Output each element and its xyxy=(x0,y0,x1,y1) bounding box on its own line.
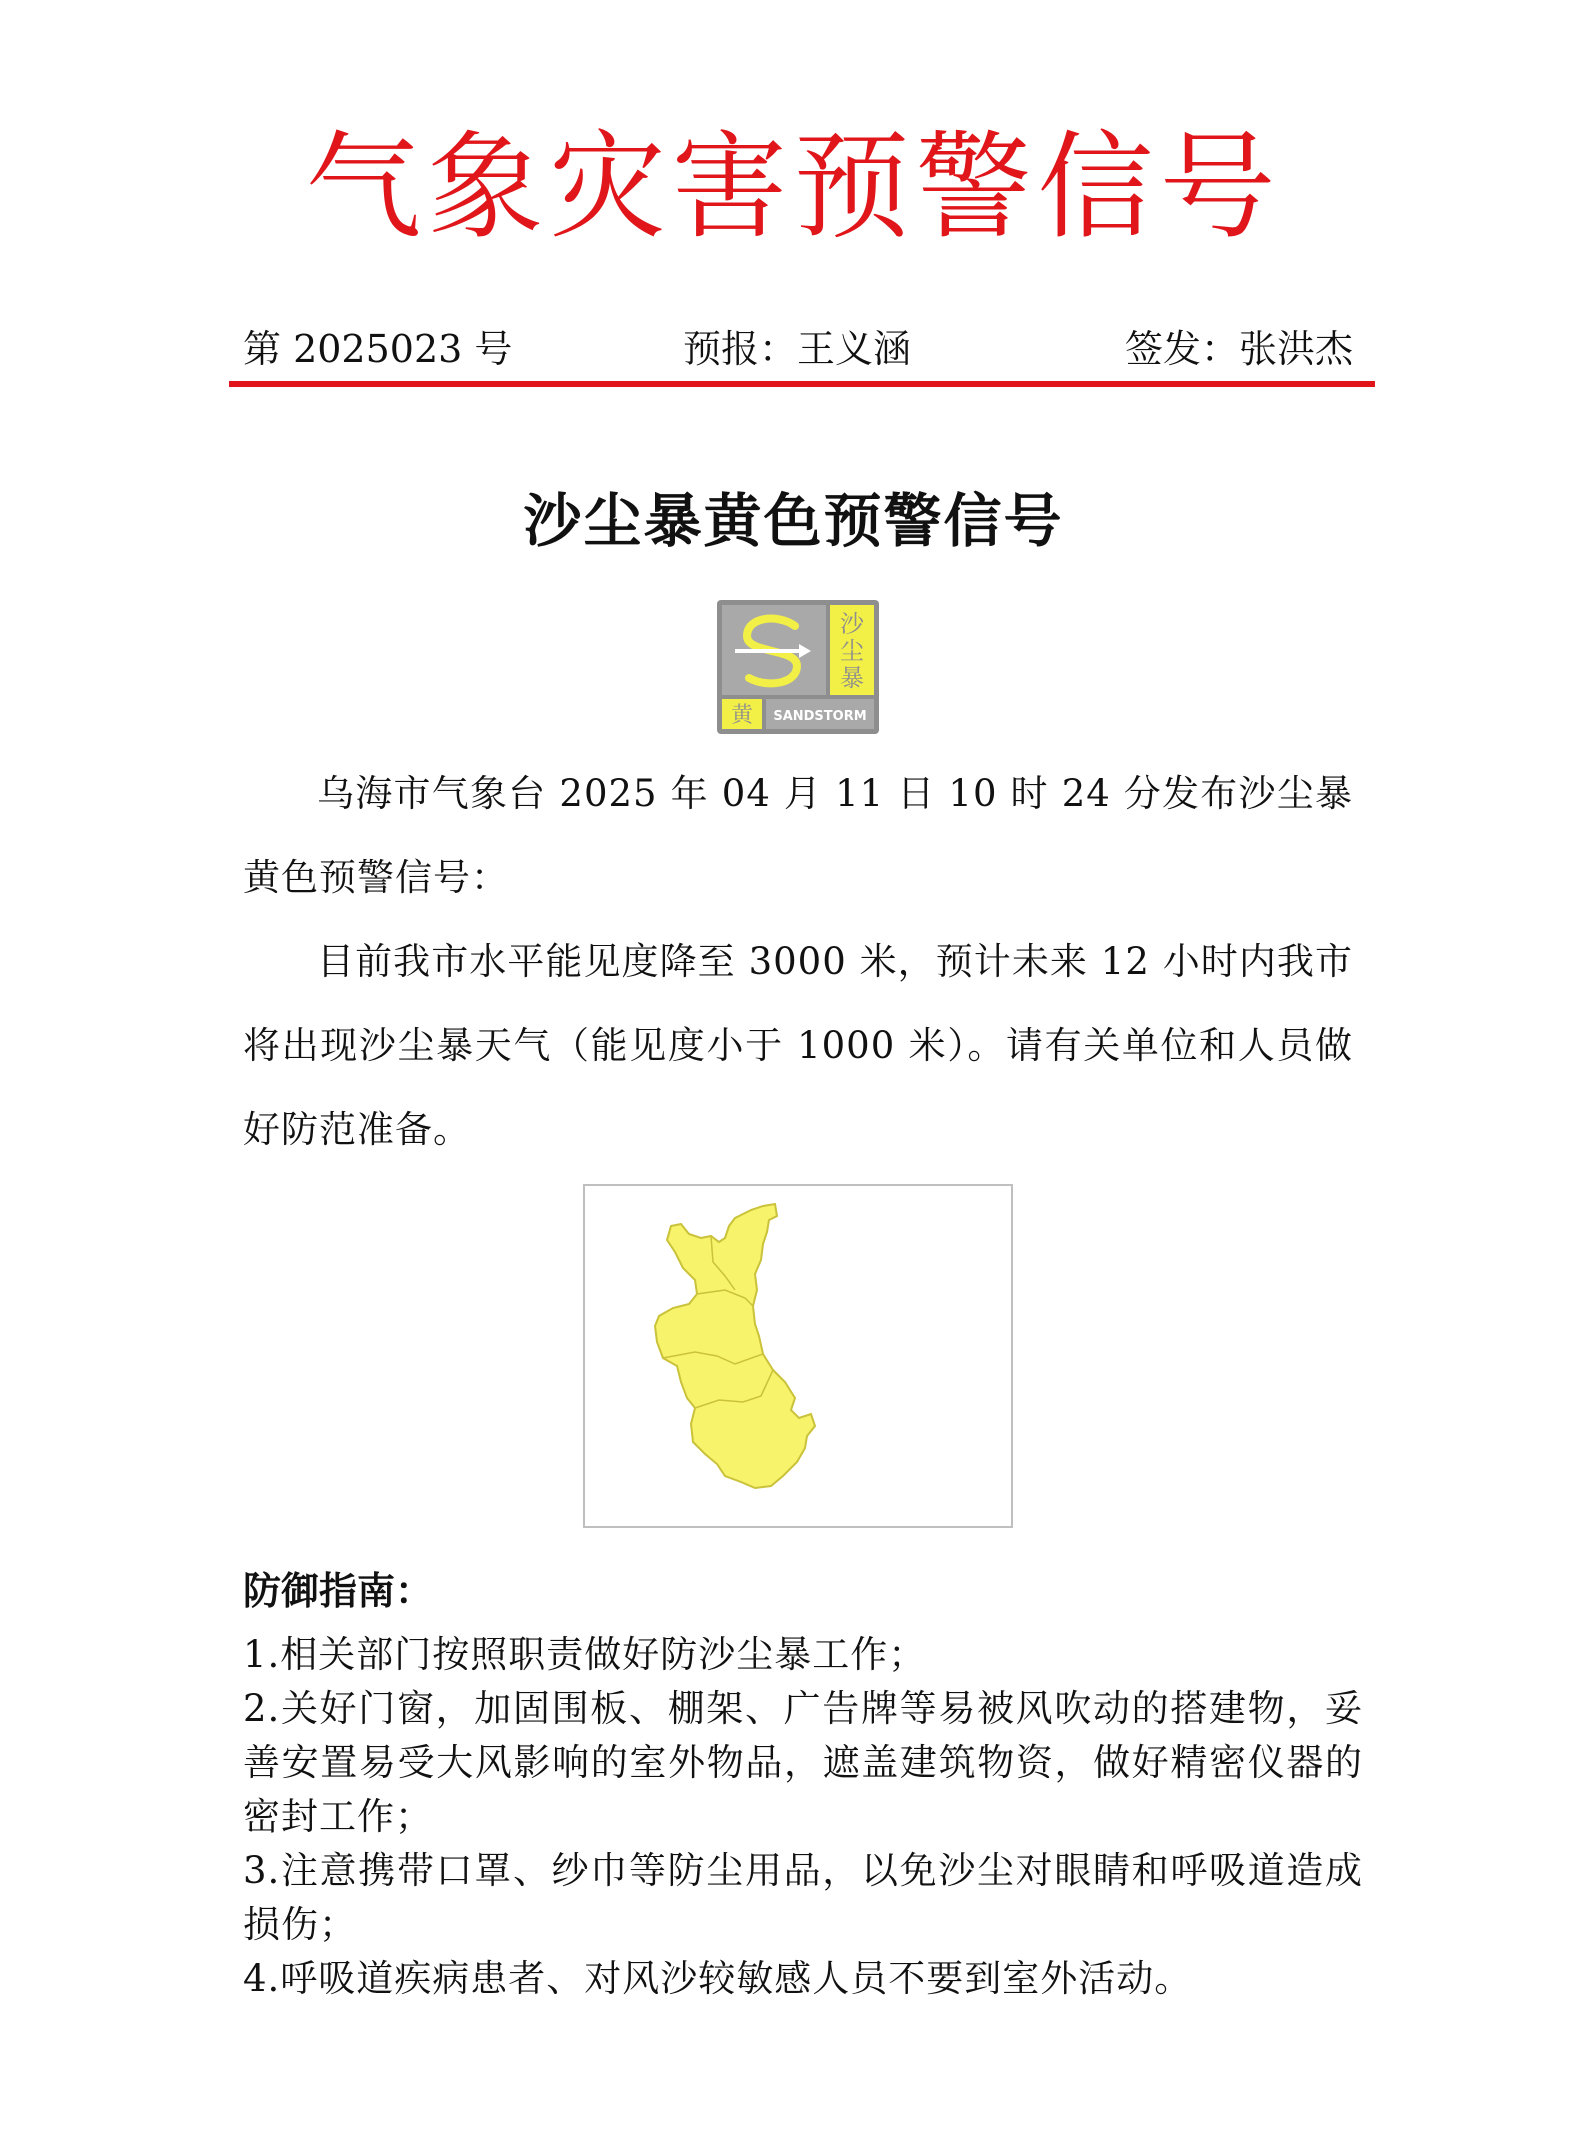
guide-list xyxy=(243,1628,1363,2006)
icon-level-text: 黄 xyxy=(730,703,754,728)
document-meta-row xyxy=(243,318,1353,371)
wuhai-region-shape xyxy=(655,1204,815,1488)
document-number: 第 2025023 号 xyxy=(243,327,513,371)
red-divider xyxy=(229,381,1375,387)
guide-item-3: 3.注意携带口罩、纱巾等防尘用品，以免沙尘对眼睛和呼吸道造成损伤； xyxy=(243,1849,1363,1946)
sandstorm-yellow-warning-icon xyxy=(717,600,879,734)
icon-char-1 xyxy=(840,610,865,692)
guide-item-1: 1.相关部门按照职责做好防沙尘暴工作； xyxy=(243,1633,927,1676)
icon-label-char: 沙 xyxy=(840,610,864,638)
body-paragraph-1: 乌海市气象台 2025 年 04 月 11 日 10 时 24 分发布沙尘暴黄色预警信号： xyxy=(243,772,1353,899)
body-paragraph-2: 目前我市水平能见度降至 3000 米，预计未来 12 小时内我市将出现沙尘暴天气（能见度小于 1000 米）。请有关单位和人员做好防范准备。 xyxy=(243,940,1353,1151)
masthead-title: 气象灾害预警信号 xyxy=(305,120,1282,255)
guide-item-4: 4.呼吸道疾病患者、对风沙较敏感人员不要到室外活动。 xyxy=(243,1957,1193,2000)
warning-area-map xyxy=(583,1184,1013,1528)
issuer: 签发：张洪杰 xyxy=(1124,327,1353,371)
guide-heading: 防御指南： xyxy=(243,1569,434,1613)
icon-label-char: 尘 xyxy=(840,637,864,665)
map-svg xyxy=(585,1186,1011,1526)
forecaster: 预报：王义涵 xyxy=(683,327,912,371)
document-title: 沙尘暴黄色预警信号 xyxy=(523,487,1064,555)
icon-en-text: SANDSTORM xyxy=(773,709,867,724)
guide-item-2: 2.关好门窗，加固围板、棚架、广告牌等易被风吹动的搭建物，妥善安置易受大风影响的室外物品，遮盖建筑物资，做好精密仪器的密封工作； xyxy=(243,1687,1363,1838)
icon-label-char: 暴 xyxy=(840,664,864,692)
